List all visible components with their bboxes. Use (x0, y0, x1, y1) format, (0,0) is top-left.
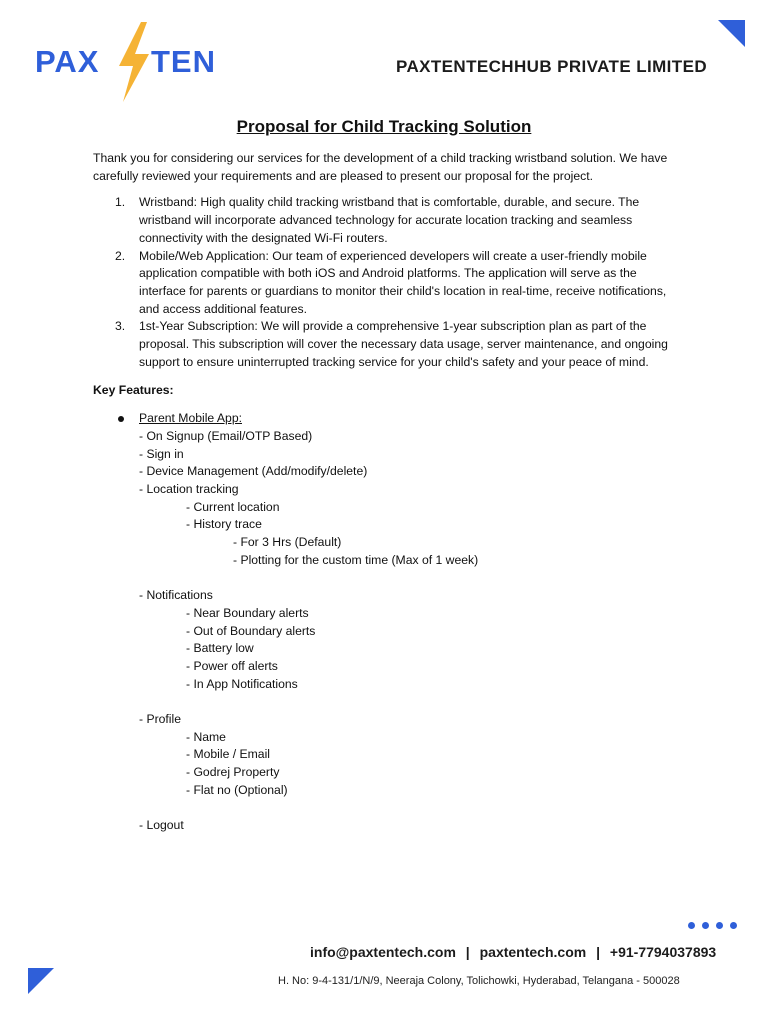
corner-triangle-bottom-left (28, 968, 54, 994)
feature-subline: - In App Notifications (186, 676, 298, 691)
services-list (93, 194, 683, 371)
feature-subline: - Flat no (Optional) (186, 782, 288, 797)
feature-subline: - Out of Boundary alerts (186, 623, 316, 638)
feature-subline: - Battery low (186, 641, 254, 656)
feature-line: - Location tracking (139, 481, 239, 496)
footer-separator: | (596, 944, 601, 960)
footer-address: H. No: 9-4-131/1/N/9, Neeraja Colony, Tolichowki, Hyderabad, Telangana - 500028 (278, 975, 680, 987)
parent-app-title: Parent Mobile App: (139, 411, 242, 426)
footer-website[interactable]: paxtentech.com (479, 944, 587, 960)
feature-subline: - Name (186, 729, 226, 744)
service-text: Wristband: High quality child tracking wristband that is comfortable, durable, and secure. The wristband will incorporate advanced technology for accurate location tracking and seamless connectivity with the designated Wi-Fi routers. (139, 195, 640, 245)
service-item (93, 318, 683, 371)
feature-line: - On Signup (Email/OTP Based) (139, 428, 313, 443)
feature-line: - Logout (139, 818, 184, 833)
document-body (93, 150, 683, 835)
intro-paragraph: Thank you for considering our services for the development of a child tracking wristband solution. We have carefully reviewed your requirements and are pleased to present our proposal for the project. (93, 151, 668, 183)
corner-triangle-top-right (718, 20, 745, 47)
spacer (93, 800, 683, 818)
lightning-bolt-icon (111, 22, 155, 102)
company-name: PAXTENTECHHUB PRIVATE LIMITED (396, 57, 707, 76)
feature-line: - Sign in (139, 446, 184, 461)
feature-line: - Device Management (Add/modify/delete) (139, 464, 368, 479)
dot-icon (702, 922, 709, 929)
decorative-dots (688, 922, 737, 929)
feature-subline: - Near Boundary alerts (186, 605, 309, 620)
parent-app-bullet (93, 410, 683, 428)
logo-text-right: TEN (151, 44, 216, 79)
service-item (93, 248, 683, 319)
bullet-icon (118, 416, 124, 422)
document-title: Proposal for Child Tracking Solution (236, 117, 532, 136)
service-text: 1st-Year Subscription: We will provide a comprehensive 1-year subscription plan as part of the proposal. This subscription will cover the necessary data usage, server maintenance, and ongoing support to ensure uninterrupted tracking service for your child's safety and your peace of mind. (139, 319, 668, 369)
service-number: 2. (115, 248, 126, 263)
logo-text-left: PAX (35, 44, 100, 79)
footer-email[interactable]: info@paxtentech.com (310, 944, 456, 960)
feature-subline: - Mobile / Email (186, 747, 270, 762)
feature-subsubline: - Plotting for the custom time (Max of 1 week) (233, 552, 479, 567)
service-number: 1. (115, 195, 126, 210)
footer-separator: | (465, 944, 470, 960)
company-logo (35, 22, 225, 102)
footer-contact (310, 944, 716, 960)
feature-subline: - Power off alerts (186, 658, 278, 673)
service-item (93, 194, 683, 247)
spacer (93, 569, 683, 587)
service-text: Mobile/Web Application: Our team of experienced developers will create a user-friendly mobile application compatible with both iOS and Android platforms. The application will serve as the interface for parents or guardians to monitor their child's location in real-time, receive notifications, and access additional features. (139, 248, 667, 316)
dot-icon (730, 922, 737, 929)
feature-subline: - Current location (186, 499, 280, 514)
service-number: 3. (115, 319, 126, 334)
dot-icon (688, 922, 695, 929)
feature-subline: - Godrej Property (186, 765, 280, 780)
dot-icon (716, 922, 723, 929)
spacer (93, 693, 683, 711)
feature-subline: - History trace (186, 517, 262, 532)
key-features-heading: Key Features: (93, 383, 174, 398)
footer-phone: +91-7794037893 (609, 944, 717, 960)
feature-subsubline: - For 3 Hrs (Default) (233, 535, 342, 550)
feature-line: - Profile (139, 712, 181, 727)
feature-line: - Notifications (139, 588, 213, 603)
